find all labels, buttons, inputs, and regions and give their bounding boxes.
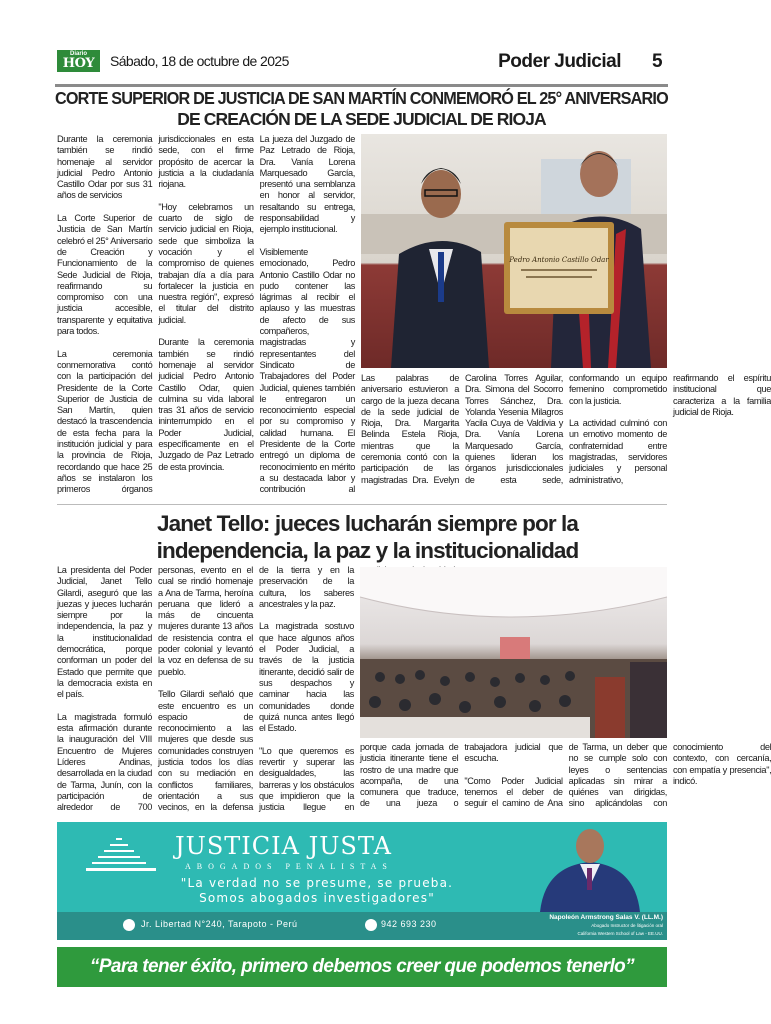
article1-body xyxy=(57,134,355,497)
paragraph: Las palabras de aniversario estuvieron a cargo de la jueza decana de la sede judicial de Rioja, Dra. Margarita Belinda Estela Rioja, mientras que la ceremonia contó con la participación de las magistradas Dra. Evelyn Carolina Torres Aguilar, Dra. Simona del Socorro Torres Sánchez, Dra. Yolanda Yesenia Milagros Yacila Cuya de Valdivia y Dra. Vanía Lorena Marquesado García, quienes lideran los órganos jurisdiccionales de esta sede, conformando un equipo femenino comprometido con la justicia. xyxy=(361,373,667,485)
paragraph: porque cada jornada de justicia itinerante tiene el rostro de una madre que acompaña, de una comunera que traduce, de una jueza o trabajadora judicial que escucha. xyxy=(360,742,563,809)
headline-row xyxy=(55,109,668,130)
article2-body xyxy=(57,565,354,819)
paragraph: La actividad culminó con un emotivo momento de confraternidad entre magistradas, servidores judiciales y personal administrativo, reafirmando el espíritu institucional que caracteriza a la familia judicial de Rioja. xyxy=(569,373,771,485)
paragraph: La Corte Superior de Justicia de San Martín celebró el 25° Aniversario de Creación y Funcionamiento de la Sede Judicial de Rioja, reafirmando su compromiso con una justicia accesible, transparente y equitativa para todos. xyxy=(57,213,153,337)
paragraph: Tello Gilardi señaló que este encuentro es un espacio de reconocimiento a las mujeres que desde sus comunidades construyen justicia todos los días con su mediación en conflictos familiares, orientación a sus vecinos, en la defensa de la tierra y en la preservación de la cultura, los saberes ancestrales y la paz. xyxy=(158,565,354,813)
plaque-text: Pedro Antonio Castillo Odar xyxy=(509,256,609,264)
ad-quote-line: "La verdad no se presume, se prueba. xyxy=(180,876,454,890)
location-pin-icon xyxy=(123,919,135,931)
section-title: Poder Judicial xyxy=(498,51,621,72)
paragraph: "Hoy celebramos un cuarto de siglo de servicio judicial en Rioja, sede que simboliza la vocación y el compromiso de quienes trabajan día a día para fortalecer la justicia en nuestra región", expresó el titular del distrito judicial. xyxy=(158,201,254,325)
logo-big-text: HOY xyxy=(62,56,95,71)
headline-row xyxy=(60,510,675,537)
paragraph: "Lo que queremos es revertir y superar las desigualdades, las barreras y los obstáculos que impidieron que la justicia llegue en xyxy=(259,745,354,813)
headline-line: Janet Tello: jueces lucharán siempre por la xyxy=(156,511,579,536)
diario-hoy-logo xyxy=(57,50,100,72)
ad-quote-line: Somos abogados investigadores" xyxy=(199,891,435,905)
article2-body-continued xyxy=(360,742,771,820)
quote-banner: “Para tener éxito, primero debemos creer que podemos tenerlo” xyxy=(57,947,667,987)
headline-row xyxy=(55,88,668,109)
lawyer-portrait xyxy=(535,826,645,912)
paragraph: "Como Poder Judicial tenemos el deber de seguir el camino de Ana de Tarma, un deber que no se cumple solo con leyes o sentencias aplicadas sin mirar a quiénes van dirigidas, sino aplicándolas con conocimiento del contexto, con cercanía, con empatía y presencia", indicó. xyxy=(464,742,771,809)
lawyer-title: California Western School of Law - EE.UU. xyxy=(577,931,663,936)
phone-icon xyxy=(365,919,377,931)
logo-small-text: Diario xyxy=(69,51,87,57)
headline-line: independencia, la paz y la institucionalidad xyxy=(156,538,579,563)
ad-brand: JUSTICIA JUSTA xyxy=(175,832,392,860)
justicia-justa-ad xyxy=(57,822,667,940)
article1-headline xyxy=(55,88,668,132)
paragraph: La magistrada sostuvo que hace algunos años el Poder Judicial, a través de la justicia itinerante, decidió salir de sus despachos y caminar hacia las comunidades donde quizá nunca antes llegó el Estado. xyxy=(259,621,354,734)
ad-tagline: ABOGADOS PENALISTAS xyxy=(185,862,393,871)
scales-steps-logo-icon xyxy=(82,836,162,876)
event-tent-photo-illustration xyxy=(360,567,667,738)
headline-line: DE CREACIÓN DE LA SEDE JUDICIAL DE RIOJA xyxy=(177,109,546,129)
article1-photo xyxy=(361,134,667,368)
paragraph: La ceremonia conmemorativa contó con la participación del Presidente de la Corte Superior de Justicia de San Martín, quien destacó la trascendencia de esta fecha para la institución judicial y para la provincia de Rioja, recordando que hace 25 años se instalaron los primeros órganos jurisdiccionales en esta sede, con el firme propósito de acercar la justicia a la ciudadanía riojana. xyxy=(57,134,254,495)
article1-body-continued xyxy=(361,373,771,497)
headline-row xyxy=(60,537,675,564)
issue-date: Sábado, 18 de octubre de 2025 xyxy=(110,53,289,69)
ceremony-photo-illustration xyxy=(361,134,667,368)
lawyer-name: Napoleón Armstrong Salas V. (LL.M.) xyxy=(549,914,663,921)
header-rule xyxy=(55,84,668,87)
article-divider xyxy=(57,504,667,505)
paragraph: La presidenta del Poder Judicial, Janet Tello Gilardi, aseguró que las juezas y jueces lucharán siempre por la independencia, la paz y la institucionalidad democrática, porque conforman un poder del Estado que permite que la democracia exista en el país. xyxy=(57,565,152,700)
article2-photo xyxy=(360,567,667,738)
paragraph: Durante la ceremonia también se rindió homenaje al servidor judicial Pedro Antonio Castillo Odar por sus 31 años de servicios xyxy=(57,134,153,201)
paragraph: La jueza del Juzgado de Paz Letrado de Rioja, Dra. Vanía Lorena Marquesado García, presentó una semblanza en honor al servidor, resaltando su entrega, responsabilidad y ejemplo institucional. xyxy=(259,134,355,235)
paragraph: Durante la ceremonia también se rindió homenaje al servidor judicial Pedro Antonio Castillo Odar, quien culmina su vida laboral tras 31 años de servicio ininterrumpido en el Poder Judicial, específicamente en el Juzgado de Paz Letrado de esta provincia. xyxy=(158,337,254,472)
ad-phone: 942 693 230 xyxy=(381,919,437,929)
ad-address: Jr. Libertad N°240, Tarapoto - Perú xyxy=(141,919,298,929)
page-number: 5 xyxy=(652,51,663,72)
headline-line: CORTE SUPERIOR DE JUSTICIA DE SAN MARTÍN CONMEMORÓ EL 25° ANIVERSARIO xyxy=(55,88,668,108)
paragraph: Visiblemente emocionado, Pedro Antonio Castillo Odar no pudo contener las lágrimas al recibir el aplauso y las muestras de afecto de sus compañeros, magistradas y representantes del Sindicato de Trabajadores del Poder Judicial, quienes también le entregaron un reconocimiento especial por su compromiso y calidad humana. El Presidente de la Corte entregó un diploma de reconocimiento en mérito a su destacada labor y contribución al xyxy=(259,246,355,495)
ad-footer xyxy=(57,912,667,940)
paragraph: La magistrada formuló esta afirmación durante la inauguración del VIII Encuentro de Mujeres Líderes Andinas, desarrollada en la ciudad de Tarma, Junín, con la participación de alrededor de 700 personas, evento en el cual se rindió homenaje a Ana de Tarma, heroína peruana que lideró a más de cincuenta mujeres durante 13 años de resistencia contra el poder colonial y levantó la voz en defensa de su pueblo. xyxy=(57,565,253,813)
lawyer-title: Abogado Instructor de litigación oral xyxy=(591,923,663,928)
article2-headline xyxy=(60,510,675,564)
